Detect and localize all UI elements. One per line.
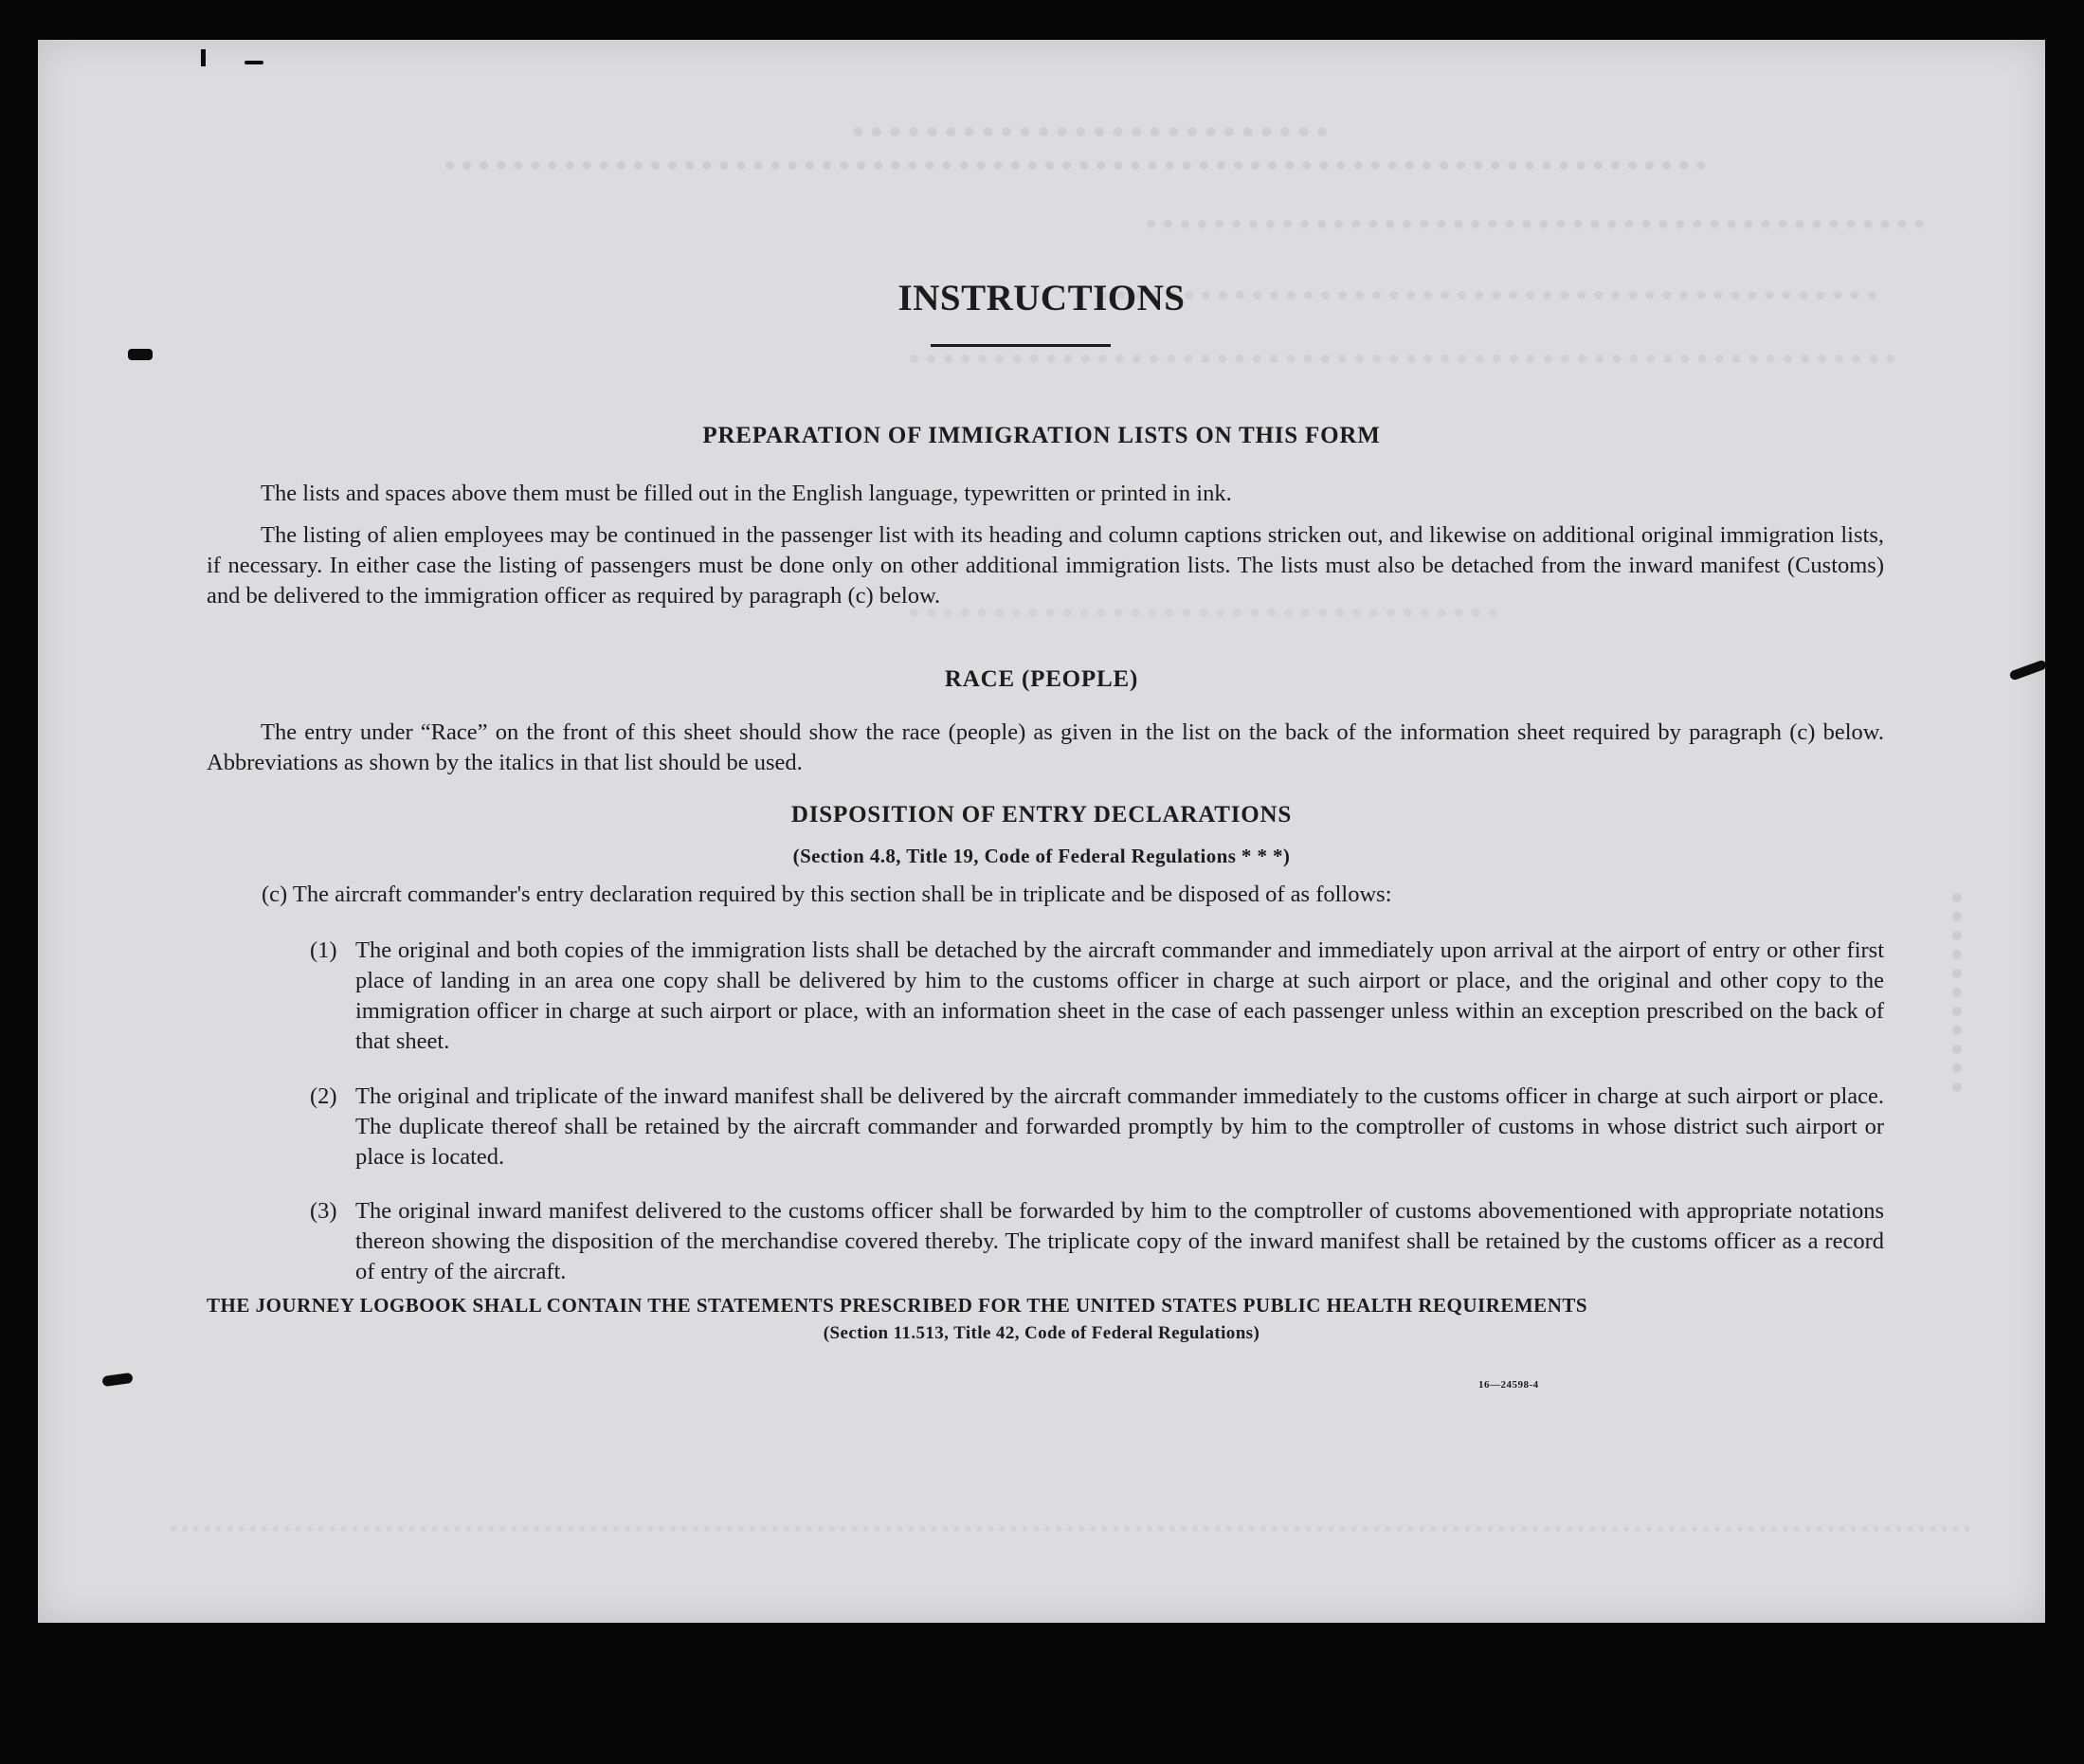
bleed-through-text <box>171 1526 1971 1541</box>
preparation-paragraph-2: The listing of alien employees may be continued in the passenger list with its heading and column captions stricken out, and likewise on additional original immigration lists, if necessary. In either case the listing of passengers must be done only on other additional immigration lists. The lists must also be detached from the inward manifest (Customs) and be delivered to the immigration officer as required by paragraph (c) below. <box>207 522 1884 609</box>
item-text <box>355 936 1884 1057</box>
bleed-through-text <box>445 161 1706 179</box>
scan-mark <box>245 61 263 64</box>
item-text <box>355 1082 1884 1173</box>
scan-mark <box>101 1373 133 1387</box>
item-text-content: The original inward manifest delivered to the customs officer shall be forwarded by him to the comptroller of customs abovementioned with appropriate notations thereon showing the disposition of the merchandise covered thereby. The triplicate copy of the inward manifest shall be retained by the customs officer as a record of entry of the aircraft. <box>355 1198 1884 1284</box>
health-statement: THE JOURNEY LOGBOOK SHALL CONTAIN THE STATEMENTS PRESCRIBED FOR THE UNITED STATES PUBLIC HEALTH REQUIREMENTS <box>207 1294 1588 1317</box>
page-title: INSTRUCTIONS <box>897 278 1186 318</box>
bleed-through-text <box>1147 220 1924 238</box>
disposition-item-1 <box>310 936 1884 1057</box>
item-text-content: The original and triplicate of the inward manifest shall be delivered by the aircraft commander immediately to the customs officer in charge at such airport or place. The duplicate thereof shall be retained by the aircraft commander and forwarded promptly by him to the comptroller of customs in whose district such airport or place is located. <box>355 1083 1884 1170</box>
item-number: (1) <box>310 937 337 963</box>
bleed-through-text <box>853 127 1327 157</box>
preparation-heading: PREPARATION OF IMMIGRATION LISTS ON THIS FORM <box>702 423 1381 448</box>
disposition-intro: (c) The aircraft commander's entry declaration required by this section shall be in triplicate and be disposed of as follows: <box>262 882 1392 907</box>
bleed-through-text <box>910 355 1895 373</box>
disposition-subheading: (Section 4.8, Title 19, Code of Federal Regulations * * *) <box>792 845 1291 867</box>
health-citation: (Section 11.513, Title 42, Code of Federal Regulations) <box>823 1323 1260 1343</box>
item-number: (3) <box>310 1198 337 1224</box>
scan-mark <box>128 349 153 360</box>
preparation-paragraph-1: The lists and spaces above them must be filled out in the English language, typewritten or printed in ink. <box>261 481 1232 506</box>
scan-mark <box>201 49 206 66</box>
title-underline <box>931 344 1111 347</box>
disposition-item-3 <box>310 1196 1884 1287</box>
document-sheet <box>38 40 2045 1623</box>
form-number: 16—24598-4 <box>1478 1379 1539 1391</box>
race-heading: RACE (PEOPLE) <box>944 666 1139 692</box>
item-text-content: The original and both copies of the immigration lists shall be detached by the aircraft commander and immediately upon arrival at the airport of entry or other first place of landing in an area one copy shall be delivered by him to the customs officer in charge at such airport or place, and the original and other copy to the immigration officer in charge at such airport or place, with an information sheet in the case of each passenger unless within an exception prescribed on the back of that sheet. <box>355 937 1884 1054</box>
bleed-through-text <box>1952 893 2038 1092</box>
disposition-item-2 <box>310 1082 1884 1173</box>
disposition-heading: DISPOSITION OF ENTRY DECLARATIONS <box>790 802 1293 827</box>
item-number: (2) <box>310 1083 337 1109</box>
race-paragraph: The entry under “Race” on the front of this sheet should show the race (people) as given in the list on the back of the information sheet required by paragraph (c) below. Abbreviations as shown by the italics in that list should be used. <box>207 719 1884 775</box>
item-text <box>355 1196 1884 1287</box>
